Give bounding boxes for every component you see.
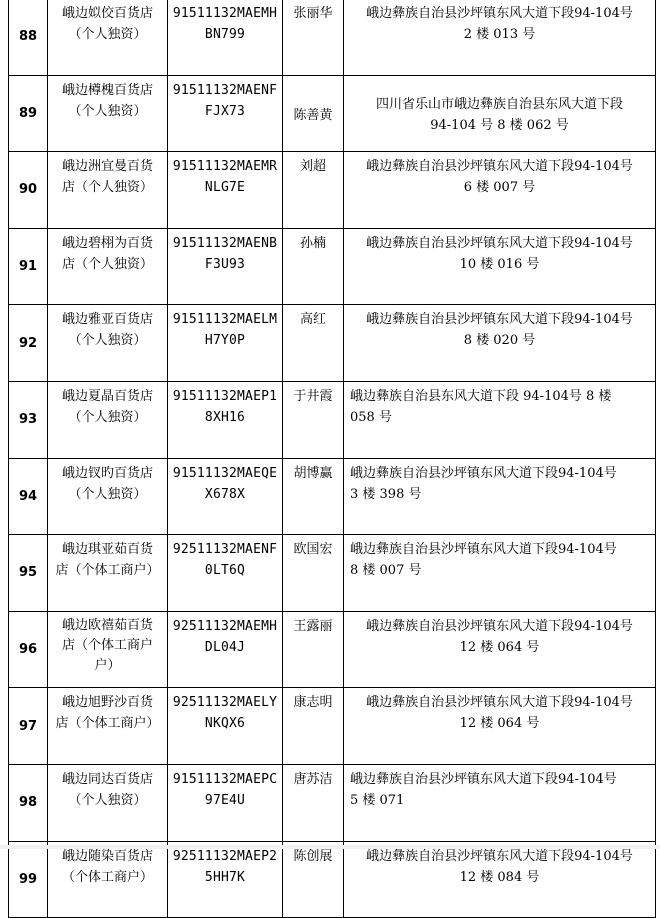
business-name-line-2: （个人独资） bbox=[68, 486, 147, 502]
row-number: 93 bbox=[9, 381, 48, 458]
address-cell bbox=[344, 458, 656, 535]
row-number: 99 bbox=[9, 841, 48, 918]
business-name-cell bbox=[48, 0, 168, 75]
table-row bbox=[9, 535, 656, 612]
table-row bbox=[9, 152, 656, 229]
business-name-cell bbox=[48, 228, 168, 305]
row-number: 90 bbox=[9, 152, 48, 229]
business-name-cell bbox=[48, 458, 168, 535]
address-line-2: 058 号 bbox=[350, 409, 392, 425]
credit-code-line-1: 91511132MAEMR bbox=[172, 159, 278, 175]
address-line-2: 5 楼 071 bbox=[350, 792, 405, 808]
legal-person-cell: 胡博赢 bbox=[283, 458, 344, 535]
address-cell bbox=[344, 0, 656, 75]
address-line-2: 12 楼 084 号 bbox=[459, 869, 540, 885]
credit-code-cell bbox=[168, 841, 283, 918]
credit-code-line-2: DL04J bbox=[204, 639, 246, 655]
business-name-line-2: 店（个体工商户 bbox=[61, 637, 153, 653]
address-line-2: 10 楼 016 号 bbox=[459, 256, 540, 272]
credit-code-line-2: H7Y0P bbox=[204, 333, 246, 349]
row-number: 97 bbox=[9, 688, 48, 765]
credit-code-line-2: F3U93 bbox=[204, 256, 246, 272]
address-line-1: 峨边彝族自治县沙坪镇东风大道下段94-104号 bbox=[366, 6, 633, 21]
credit-code-line-2: 8XH16 bbox=[204, 409, 246, 425]
legal-person-cell: 欧国宏 bbox=[283, 535, 344, 612]
row-number: 94 bbox=[9, 458, 48, 535]
address-cell bbox=[344, 305, 656, 382]
business-name-cell bbox=[48, 535, 168, 612]
row-number: 98 bbox=[9, 764, 48, 841]
credit-code-cell bbox=[168, 764, 283, 841]
credit-code-line-2: BN799 bbox=[204, 27, 246, 42]
table-row bbox=[9, 228, 656, 305]
business-name-line-2: 店（个人独资） bbox=[61, 180, 153, 196]
row-number: 92 bbox=[9, 305, 48, 382]
credit-code-line-1: 92511132MAELY bbox=[172, 695, 278, 711]
business-name-line-1: 峨边洲宜曼百货 bbox=[61, 159, 153, 175]
business-name-line-1: 峨边钗旳百货店 bbox=[61, 465, 153, 481]
address-cell bbox=[344, 688, 656, 765]
address-cell bbox=[344, 381, 656, 458]
address-line-2: 94-104 号 8 楼 062 号 bbox=[430, 118, 569, 134]
legal-person-cell: 孙楠 bbox=[283, 228, 344, 305]
credit-code-cell bbox=[168, 611, 283, 688]
table-row bbox=[9, 764, 656, 841]
legal-person-cell: 张丽华 bbox=[283, 0, 344, 75]
credit-code-line-1: 92511132MAEMH bbox=[172, 618, 278, 634]
address-cell bbox=[344, 841, 656, 918]
business-name-line-1: 峨边琪亚茹百货 bbox=[61, 542, 153, 558]
table-row bbox=[9, 305, 656, 382]
registry-table-body bbox=[9, 0, 656, 918]
business-name-cell bbox=[48, 381, 168, 458]
credit-code-line-2: 97E4U bbox=[204, 792, 246, 808]
table-row bbox=[9, 381, 656, 458]
credit-code-line-2: FJX73 bbox=[204, 103, 246, 119]
address-line-1: 峨边彝族自治县东风大道下段 94-104号 8 楼 bbox=[350, 388, 612, 404]
address-line-2: 8 楼 020 号 bbox=[463, 333, 536, 349]
address-line-1: 峨边彝族自治县沙坪镇东风大道下段94-104号 bbox=[350, 542, 617, 558]
credit-code-line-1: 91511132MAENB bbox=[172, 235, 278, 251]
credit-code-line-2: 0LT6Q bbox=[204, 563, 246, 579]
business-name-line-1: 峨边欧禧茹百货 bbox=[61, 617, 153, 633]
business-name-line-2: （个体工商户） bbox=[61, 869, 153, 885]
row-number: 95 bbox=[9, 535, 48, 612]
row-number: 89 bbox=[9, 75, 48, 152]
credit-code-line-2: NLG7E bbox=[204, 180, 246, 196]
address-line-1: 峨边彝族自治县沙坪镇东风大道下段94-104号 bbox=[366, 695, 633, 711]
business-name-line-1: 峨边旭野沙百货 bbox=[61, 695, 153, 711]
address-line-1: 峨边彝族自治县沙坪镇东风大道下段94-104号 bbox=[366, 848, 633, 864]
address-line-2: 8 楼 007 号 bbox=[350, 563, 422, 579]
address-line-1: 峨边彝族自治县沙坪镇东风大道下段94-104号 bbox=[366, 159, 633, 175]
page-bottom-edge bbox=[0, 845, 660, 849]
legal-person-cell: 康志明 bbox=[283, 688, 344, 765]
business-name-cell bbox=[48, 611, 168, 688]
address-line-1: 峨边彝族自治县沙坪镇东风大道下段94-104号 bbox=[366, 618, 633, 634]
business-name-cell bbox=[48, 75, 168, 152]
credit-code-line-1: 91511132MAENF bbox=[172, 82, 278, 98]
row-number: 91 bbox=[9, 228, 48, 305]
legal-person-cell: 陈创展 bbox=[283, 841, 344, 918]
legal-person-cell: 刘超 bbox=[283, 152, 344, 229]
address-cell bbox=[344, 228, 656, 305]
credit-code-line-1: 91511132MAELM bbox=[172, 312, 278, 328]
address-cell bbox=[344, 764, 656, 841]
business-name-line-1: 峨边随染百货店 bbox=[61, 848, 153, 864]
credit-code-cell bbox=[168, 0, 283, 75]
credit-code-cell bbox=[168, 228, 283, 305]
table-row bbox=[9, 688, 656, 765]
address-cell bbox=[344, 611, 656, 688]
credit-code-line-1: 92511132MAEP2 bbox=[172, 848, 278, 864]
table-row bbox=[9, 0, 656, 75]
credit-code-cell bbox=[168, 688, 283, 765]
address-line-1: 峨边彝族自治县沙坪镇东风大道下段94-104号 bbox=[366, 235, 633, 251]
business-name-cell bbox=[48, 305, 168, 382]
business-name-line-2: （个人独资） bbox=[68, 409, 147, 425]
business-name-line-1: 峨边姒佼百货店 bbox=[61, 6, 153, 21]
address-line-2: 3 楼 398 号 bbox=[350, 486, 422, 502]
address-cell bbox=[344, 535, 656, 612]
address-line-2: 12 楼 064 号 bbox=[459, 639, 540, 655]
legal-person-cell: 高红 bbox=[283, 305, 344, 382]
business-name-line-2: （个人独资） bbox=[68, 792, 147, 808]
credit-code-line-1: 91511132MAEQE bbox=[172, 465, 278, 481]
row-number: 88 bbox=[9, 0, 48, 75]
legal-person-cell: 于井霞 bbox=[283, 381, 344, 458]
legal-person-cell: 王露丽 bbox=[283, 611, 344, 688]
address-line-2: 6 楼 007 号 bbox=[463, 180, 536, 196]
credit-code-line-2: 5HH7K bbox=[204, 869, 246, 885]
credit-code-line-1: 91511132MAEMH bbox=[172, 6, 278, 21]
business-name-line-2: 店（个体工商户） bbox=[55, 716, 160, 732]
address-line-1: 峨边彝族自治县沙坪镇东风大道下段94-104号 bbox=[350, 465, 617, 481]
credit-code-cell bbox=[168, 75, 283, 152]
credit-code-line-1: 91511132MAEPC bbox=[172, 771, 278, 787]
business-name-line-1: 峨边同达百货店 bbox=[61, 771, 153, 787]
business-name-line-1: 峨边夏晶百货店 bbox=[61, 388, 153, 404]
business-name-line-2: （个人独资） bbox=[68, 27, 147, 42]
business-name-cell bbox=[48, 152, 168, 229]
address-cell bbox=[344, 152, 656, 229]
address-cell bbox=[344, 75, 656, 152]
credit-code-cell bbox=[168, 152, 283, 229]
registry-table bbox=[8, 0, 656, 918]
legal-person-name: 陈善黄 bbox=[293, 107, 333, 123]
business-name-cell bbox=[48, 764, 168, 841]
address-line-2: 2 楼 013 号 bbox=[463, 27, 536, 42]
legal-person-cell: 唐苏洁 bbox=[283, 764, 344, 841]
business-name-line-1: 峨边碧栩为百货 bbox=[61, 235, 153, 251]
address-line-1: 四川省乐山市峨边彝族自治县东风大道下段 bbox=[375, 97, 623, 113]
address-line-1: 峨边彝族自治县沙坪镇东风大道下段94-104号 bbox=[366, 312, 633, 328]
credit-code-cell bbox=[168, 305, 283, 382]
credit-code-line-1: 92511132MAENF bbox=[172, 542, 278, 558]
business-name-line-1: 峨边雅亚百货店 bbox=[61, 312, 153, 328]
business-name-cell bbox=[48, 841, 168, 918]
row-number: 96 bbox=[9, 611, 48, 688]
table-row bbox=[9, 841, 656, 918]
business-name-line-1: 峨边樽槐百货店 bbox=[61, 82, 153, 98]
credit-code-line-2: NKQX6 bbox=[204, 716, 246, 732]
business-name-line-2: 店（个体工商户） bbox=[55, 563, 160, 579]
address-line-1: 峨边彝族自治县沙坪镇东风大道下段94-104号 bbox=[350, 771, 617, 787]
business-name-cell bbox=[48, 688, 168, 765]
credit-code-line-2: X678X bbox=[204, 486, 246, 502]
table-row bbox=[9, 458, 656, 535]
legal-person-cell bbox=[283, 75, 344, 152]
table-row bbox=[9, 75, 656, 152]
credit-code-line-1: 91511132MAEP1 bbox=[172, 388, 278, 404]
business-name-line-2: （个人独资） bbox=[68, 333, 147, 349]
credit-code-cell bbox=[168, 458, 283, 535]
table-row bbox=[9, 611, 656, 688]
business-name-line-2: 店（个人独资） bbox=[61, 256, 153, 272]
address-line-2: 12 楼 064 号 bbox=[459, 716, 540, 732]
credit-code-cell bbox=[168, 381, 283, 458]
business-name-line-3: 户） bbox=[94, 657, 121, 673]
credit-code-cell bbox=[168, 535, 283, 612]
business-name-line-2: （个人独资） bbox=[68, 103, 147, 119]
